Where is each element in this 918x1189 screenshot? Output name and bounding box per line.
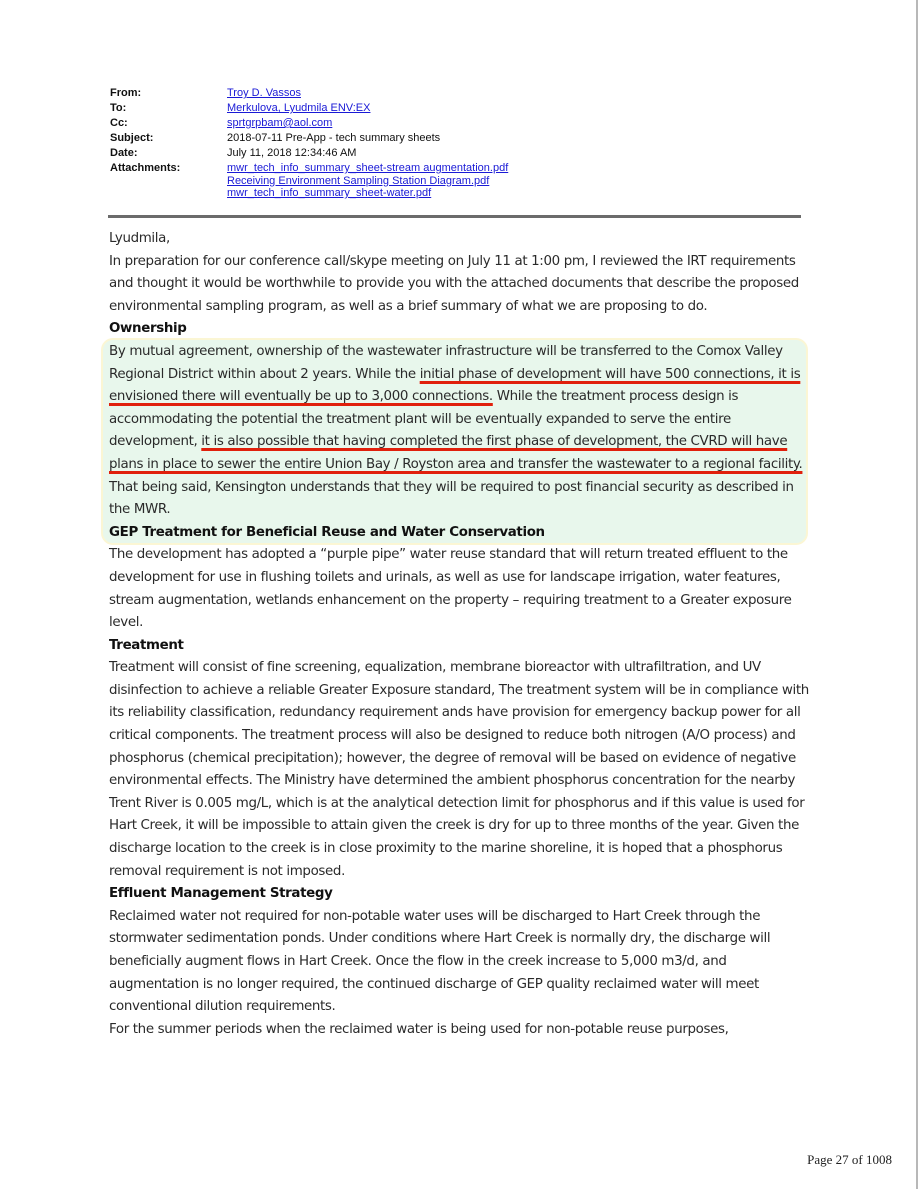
cc-link[interactable]: sprtgrpbam@aol.com: [227, 117, 333, 129]
subject-label: Subject:: [110, 132, 154, 144]
date-value: July 11, 2018 12:34:46 AM: [227, 147, 357, 159]
effluent-heading: Effluent Management Strategy: [109, 886, 333, 902]
date-row: [110, 146, 508, 161]
gep-paragraph: The development has adopted a “purple pipe” water reuse standard that will return treated effluent to the development for use in flushing toilets and urinals, as well as use for landscape irrigation, water features, stream augmentation, wetlands enhancement on the property – requiring treatment to a Greater exposure level.: [109, 547, 792, 631]
email-header: [110, 86, 508, 200]
from-label: From:: [110, 87, 142, 99]
ownership-text-2: While the treatment process design is accommodating the potential the treatment plant will be eventually expanded to serve the entire development,: [109, 389, 739, 450]
to-label: To:: [110, 102, 127, 114]
cc-label: Cc:: [110, 117, 128, 129]
header-divider: [108, 215, 801, 218]
ownership-underlined-1: initial phase of development will have 500 connections, it is envisioned there will eventually be up to 3,000 connections.: [109, 366, 801, 405]
gep-heading: GEP Treatment for Beneficial Reuse and Water Conservation: [109, 524, 545, 540]
ownership-text-1: By mutual agreement, ownership of the wastewater infrastructure will be transferred to the Comox Valley Regional District within about 2 years. While the: [109, 343, 783, 382]
ownership-text-3: That being said, Kensington understands that they will be required to post financial security as described in the MWR.: [109, 479, 794, 518]
attachments-label: Attachments:: [110, 162, 181, 174]
treatment-paragraph: Treatment will consist of fine screening, equalization, membrane bioreactor with ultrafiltration, and UV disinfection to achieve a reliable Greater Exposure standard, The treatment system will be in compliance with its reliability classification, redundancy requirement ands have provision for emergency backup power for all critical components. The treatment process will also be designed to reduce both nitrogen (A/O process) and phosphorus (chemical precipitation); however, the degree of removal will be based on evidence of negative environmental effects. The Ministry have determined the ambient phosphorus concentration for the nearby Trent River is 0.005 mg/L, which is at the analytical detection limit for phosphorus and if this value is used for Hart Creek, it will be impossible to attain given the creek is dry for up to three months of the year. Given the discharge location to the creek is in close proximity to the marine shoreline, it is hoped that a phosphorus removal requirement is not imposed.: [109, 660, 809, 879]
attachments-list: [227, 162, 508, 200]
to-link[interactable]: Merkulova, Lyudmila ENV:EX: [227, 102, 371, 114]
attachment-link[interactable]: mwr_tech_info_summary_sheet-stream augmentation.pdf: [227, 162, 509, 174]
ownership-paragraph: [109, 341, 814, 522]
cc-row: [110, 116, 508, 131]
ownership-underlined-2: it is also possible that having completed the first phase of development, the CVRD will have plans in place to sewer the entire Union Bay / Royston area and transfer the wastewater to a regional facility.: [109, 434, 803, 472]
effluent-paragraph: Reclaimed water not required for non-potable water uses will be discharged to Hart Creek through the stormwater sedimentation ponds. Under conditions where Hart Creek is normally dry, the discharge will beneficially augment flows in Hart Creek. Once the flow in the creek increase to 5,000 m3/d, and augmentation is no longer required, the continued discharge of GEP quality reclaimed water will meet conventional dilution requirements.: [109, 908, 771, 1015]
effluent-continuation: For the summer periods when the reclaimed water is being used for non-potable reuse purposes,: [109, 1021, 729, 1037]
email-body: [109, 228, 814, 1041]
intro-paragraph: In preparation for our conference call/skype meeting on July 11 at 1:00 pm, I reviewed the IRT requirements and thought it would be worthwhile to provide you with the attached documents that describe the proposed environmental sampling program, as well as a brief summary of what we are proposing to do.: [109, 253, 799, 314]
subject-value: 2018-07-11 Pre-App - tech summary sheets: [227, 132, 441, 144]
attachments-row: [110, 161, 508, 200]
attachment-link[interactable]: Receiving Environment Sampling Station Diagram.pdf: [227, 174, 490, 187]
greeting: Lyudmila,: [109, 231, 170, 246]
subject-row: [110, 131, 508, 146]
to-row: [110, 101, 508, 116]
date-label: Date:: [110, 147, 138, 159]
from-row: [110, 86, 508, 101]
ownership-heading: Ownership: [109, 321, 187, 337]
from-link[interactable]: Troy D. Vassos: [227, 87, 301, 99]
page-number: Page 27 of 1008: [807, 1152, 892, 1167]
attachment-link[interactable]: mwr_tech_info_summary_sheet-water.pdf: [227, 187, 432, 199]
treatment-heading: Treatment: [109, 637, 184, 653]
